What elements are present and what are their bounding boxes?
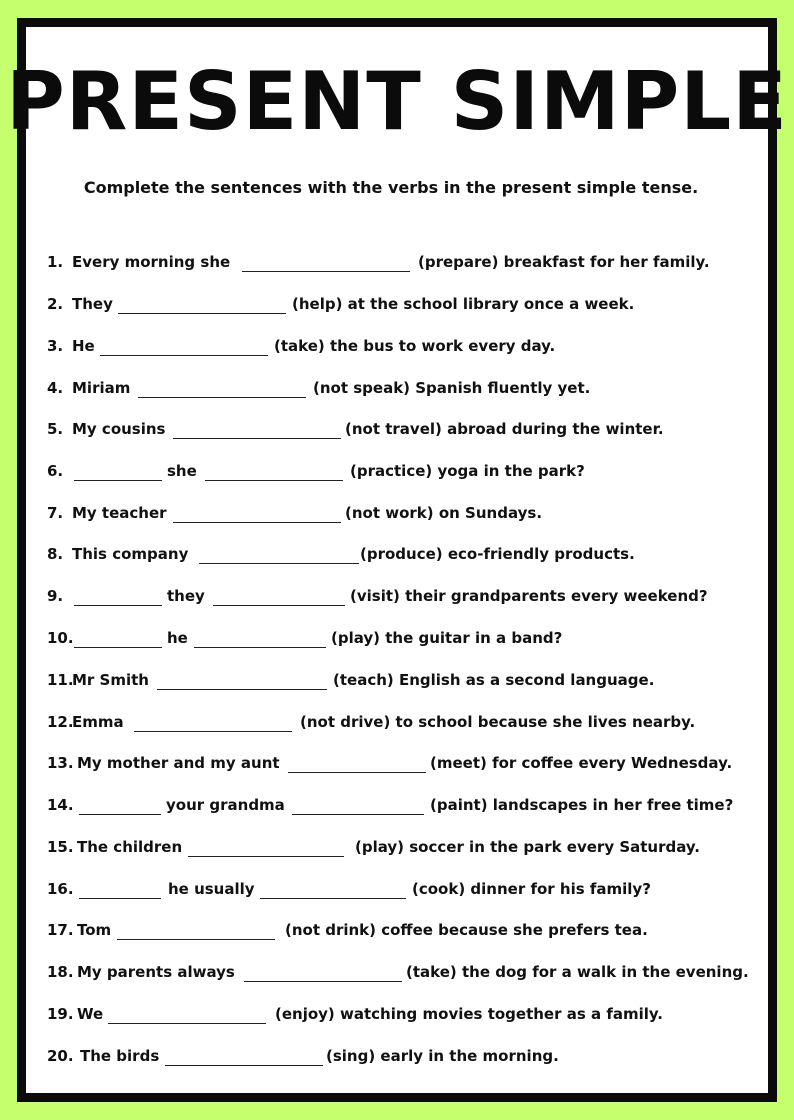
exercise-item: [0, 794, 794, 816]
exercise-item: [0, 878, 794, 900]
sentence-text: (enjoy) watching movies together as a family.: [275, 1005, 663, 1023]
sentence-text: The children: [77, 838, 183, 856]
sentence-text: Mr Smith: [72, 671, 149, 689]
answer-blank[interactable]: [138, 397, 306, 398]
item-number: 5.: [47, 420, 64, 438]
item-number: 18.: [47, 963, 74, 981]
answer-blank[interactable]: [260, 898, 406, 899]
answer-blank[interactable]: [213, 605, 345, 606]
sentence-text: your grandma: [166, 796, 285, 814]
item-number: 8.: [47, 545, 64, 563]
answer-blank[interactable]: [134, 731, 292, 732]
sentence-text: Every morning she: [72, 253, 231, 271]
sentence-text: (play) the guitar in a band?: [331, 629, 563, 647]
item-number: 17.: [47, 921, 74, 939]
item-number: 14.: [47, 796, 74, 814]
item-number: 7.: [47, 504, 64, 522]
sentence-text: My parents always: [77, 963, 235, 981]
sentence-text: Miriam: [72, 379, 131, 397]
sentence-text: My teacher: [72, 504, 167, 522]
item-number: 19.: [47, 1005, 74, 1023]
sentence-text: We: [77, 1005, 104, 1023]
sentence-text: (take) the bus to work every day.: [274, 337, 556, 355]
answer-blank[interactable]: [100, 355, 268, 356]
answer-blank[interactable]: [242, 271, 410, 272]
item-number: 10.: [47, 629, 74, 647]
answer-blank[interactable]: [79, 898, 161, 899]
sentence-text: They: [72, 295, 113, 313]
exercise-item: [0, 919, 794, 941]
answer-blank[interactable]: [74, 647, 162, 648]
exercise-item: [0, 251, 794, 273]
exercise-item: [0, 502, 794, 524]
sentence-text: he usually: [168, 880, 255, 898]
sentence-text: she: [167, 462, 197, 480]
exercise-item: [0, 460, 794, 482]
item-number: 2.: [47, 295, 64, 313]
answer-blank[interactable]: [244, 981, 402, 982]
item-number: 4.: [47, 379, 64, 397]
answer-blank[interactable]: [199, 563, 359, 564]
sentence-text: The birds: [80, 1047, 160, 1065]
sentence-text: (produce) eco-friendly products.: [360, 545, 635, 563]
exercise-item: [0, 1003, 794, 1025]
exercise-item: [0, 543, 794, 565]
exercise-item: [0, 418, 794, 440]
sentence-text: He: [72, 337, 95, 355]
sentence-text: Tom: [77, 921, 112, 939]
exercise-item: [0, 627, 794, 649]
exercise-item: [0, 752, 794, 774]
exercise-item: [0, 711, 794, 733]
sentence-text: This company: [72, 545, 189, 563]
sentence-text: (sing) early in the morning.: [326, 1047, 559, 1065]
sentence-text: Emma: [72, 713, 124, 731]
answer-blank[interactable]: [74, 605, 162, 606]
answer-blank[interactable]: [205, 480, 343, 481]
sentence-text: (cook) dinner for his family?: [412, 880, 651, 898]
item-number: 20.: [47, 1047, 74, 1065]
exercise-item: [0, 961, 794, 983]
sentence-text: they: [167, 587, 205, 605]
answer-blank[interactable]: [165, 1065, 323, 1066]
item-number: 9.: [47, 587, 64, 605]
exercise-item: [0, 585, 794, 607]
sentence-text: (not speak) Spanish fluently yet.: [313, 379, 591, 397]
answer-blank[interactable]: [292, 814, 424, 815]
item-number: 1.: [47, 253, 64, 271]
exercise-item: [0, 293, 794, 315]
sentence-text: (not work) on Sundays.: [345, 504, 543, 522]
exercise-item: [0, 1045, 794, 1067]
answer-blank[interactable]: [288, 772, 426, 773]
sentence-text: (not drive) to school because she lives nearby.: [300, 713, 696, 731]
sentence-text: he: [167, 629, 188, 647]
item-number: 6.: [47, 462, 64, 480]
item-number: 11.: [47, 671, 74, 689]
item-number: 16.: [47, 880, 74, 898]
answer-blank[interactable]: [194, 647, 326, 648]
sentence-text: My cousins: [72, 420, 166, 438]
exercise-item: [0, 377, 794, 399]
answer-blank[interactable]: [118, 313, 286, 314]
exercise-item: [0, 335, 794, 357]
answer-blank[interactable]: [74, 480, 162, 481]
sentence-text: (meet) for coffee every Wednesday.: [430, 754, 733, 772]
sentence-text: (paint) landscapes in her free time?: [430, 796, 734, 814]
answer-blank[interactable]: [188, 856, 344, 857]
exercise-item: [0, 669, 794, 691]
instructions: Complete the sentences with the verbs in the present simple tense.: [83, 178, 699, 197]
item-number: 3.: [47, 337, 64, 355]
item-number: 15.: [47, 838, 74, 856]
item-number: 12.: [47, 713, 74, 731]
answer-blank[interactable]: [157, 689, 327, 690]
answer-blank[interactable]: [173, 522, 341, 523]
sentence-text: (prepare) breakfast for her family.: [418, 253, 710, 271]
sentence-text: (not travel) abroad during the winter.: [345, 420, 664, 438]
sentence-text: (help) at the school library once a week.: [292, 295, 635, 313]
sentence-text: (play) soccer in the park every Saturday.: [355, 838, 700, 856]
answer-blank[interactable]: [79, 814, 161, 815]
sentence-text: My mother and my aunt: [77, 754, 280, 772]
page-title: PRESENT SIMPLE: [6, 55, 788, 148]
sentence-text: (practice) yoga in the park?: [350, 462, 585, 480]
answer-blank[interactable]: [173, 438, 341, 439]
exercise-item: [0, 836, 794, 858]
answer-blank[interactable]: [108, 1023, 266, 1024]
sentence-text: (not drink) coffee because she prefers tea.: [285, 921, 648, 939]
sentence-text: (take) the dog for a walk in the evening.: [406, 963, 749, 981]
item-number: 13.: [47, 754, 74, 772]
sentence-text: (visit) their grandparents every weekend?: [350, 587, 708, 605]
answer-blank[interactable]: [117, 939, 275, 940]
sentence-text: (teach) English as a second language.: [333, 671, 655, 689]
